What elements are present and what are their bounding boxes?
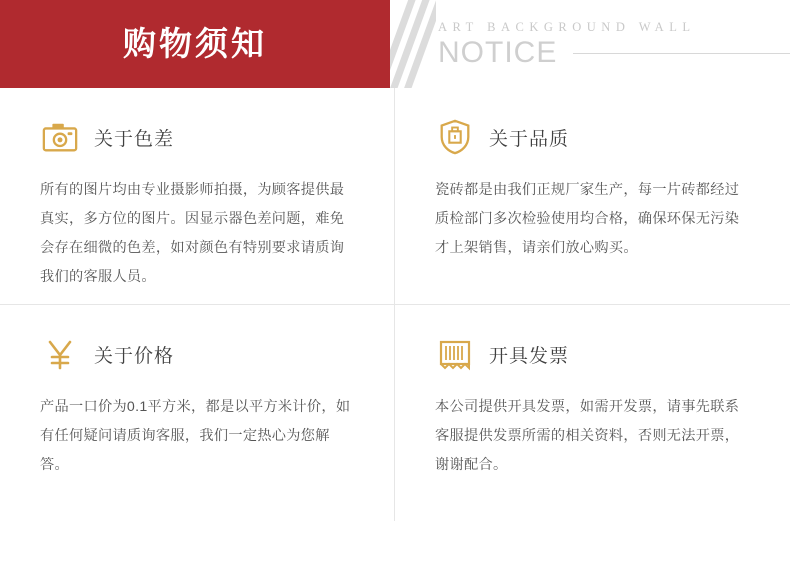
notice-card-body: 瓷砖都是由我们正规厂家生产，每一片砖都经过质检部门多次检验使用均合格，确保环保无污染才上架销售，请亲们放心购买。 bbox=[435, 182, 740, 257]
notice-card-title: 关于品质 bbox=[489, 128, 570, 150]
header-red-banner bbox=[0, 0, 390, 88]
notice-row-1 bbox=[0, 88, 790, 305]
slash-decoration-icon bbox=[390, 0, 436, 88]
page-header bbox=[0, 0, 790, 88]
notice-card-body: 产品一口价为0.1平方米，都是以平方米计价，如有任何疑问请质询客服，我们一定热心为您解答。 bbox=[40, 399, 351, 474]
notice-card-header bbox=[435, 114, 750, 160]
camera-icon bbox=[40, 117, 80, 157]
notice-card-header bbox=[435, 331, 750, 377]
notice-row-2 bbox=[0, 305, 790, 521]
invoice-icon bbox=[435, 334, 475, 374]
header-subtitle-en: ART BACKGROUND WALL bbox=[438, 20, 696, 34]
header-divider-line bbox=[573, 53, 790, 54]
notice-card-title: 关于色差 bbox=[94, 128, 175, 150]
notice-card-header bbox=[40, 331, 354, 377]
yuan-price-icon bbox=[40, 334, 80, 374]
notice-card-color-difference bbox=[0, 88, 395, 305]
notice-card-header bbox=[40, 114, 354, 160]
notice-grid bbox=[0, 88, 790, 521]
header-title-en: NOTICE bbox=[438, 36, 558, 69]
quality-shield-icon bbox=[435, 117, 475, 157]
notice-card-title: 开具发票 bbox=[489, 345, 570, 367]
notice-card-title: 关于价格 bbox=[94, 345, 175, 367]
notice-card-body: 所有的图片均由专业摄影师拍摄，为顾客提供最真实，多方位的图片。因显示器色差问题，难免会存在细微的色差，如对颜色有特别要求请质询我们的客服人员。 bbox=[40, 182, 345, 286]
header-en-row bbox=[438, 38, 790, 68]
notice-card-price bbox=[0, 305, 395, 521]
notice-card-invoice bbox=[395, 305, 790, 521]
notice-card-quality bbox=[395, 88, 790, 305]
header-right bbox=[390, 0, 790, 88]
page-title: 购物须知 bbox=[123, 24, 267, 62]
notice-card-body: 本公司提供开具发票，如需开发票，请事先联系客服提供发票所需的相关资料，否则无法开票，谢谢配合。 bbox=[435, 399, 740, 474]
